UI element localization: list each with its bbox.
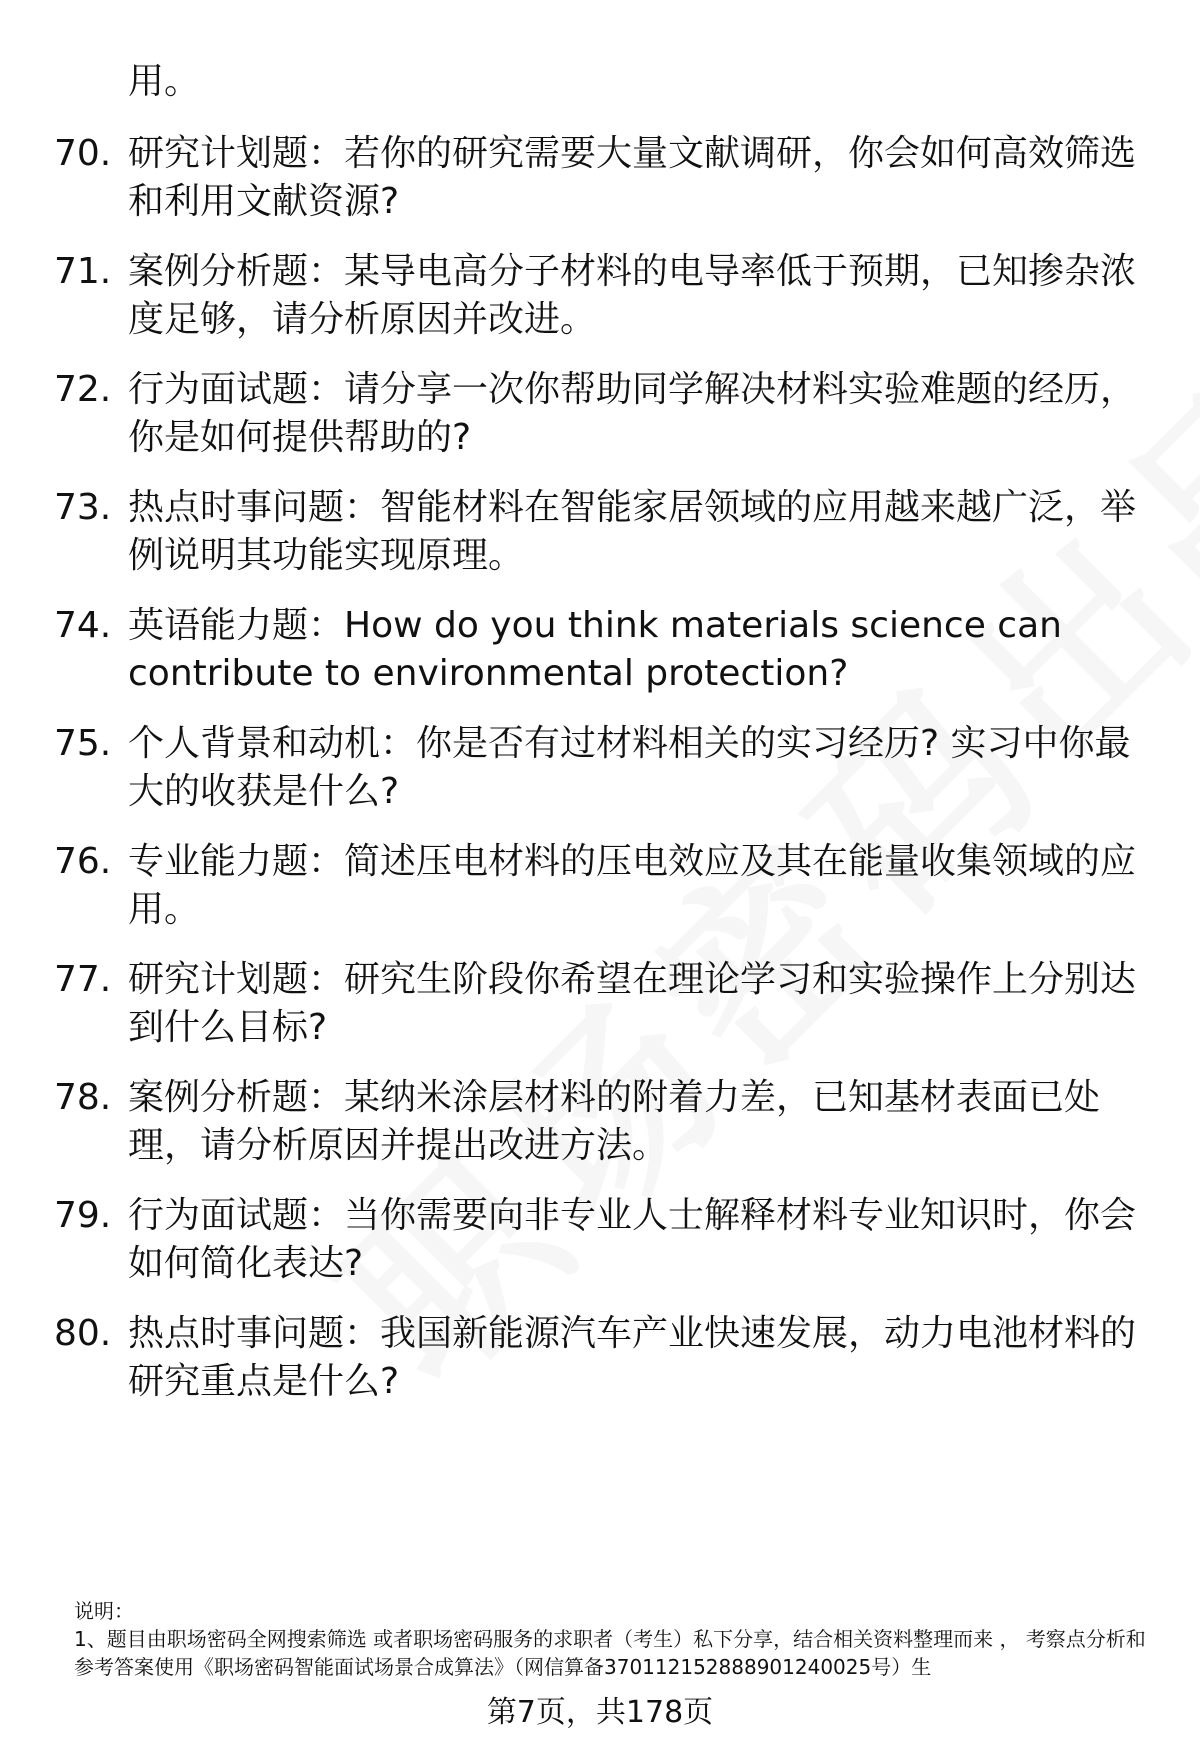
question-number: 72. [54,369,112,410]
question-text: 案例分析题：某导电高分子材料的电导率低于预期，已知掺杂浓度足够，请分析原因并改进。 [128,251,1137,340]
notes-section [74,1597,1154,1681]
question-text: 专业能力题：简述压电材料的压电效应及其在能量收集领域的应用。 [128,841,1137,930]
question-text: 案例分析题：某纳米涂层材料的附着力差，已知基材表面已处理，请分析原因并提出改进方法。 [128,1077,1101,1166]
question-text: 研究计划题：若你的研究需要大量文献调研，你会如何高效筛选和利用文献资源? [128,133,1137,222]
question-number: 75. [54,723,112,764]
question-number: 70. [54,133,112,174]
notes-heading: 说明： [74,1599,134,1623]
continuation-text: 用。 [128,61,201,102]
question-text: 行为面试题：请分享一次你帮助同学解决材料实验难题的经历，你是如何提供帮助的? [128,369,1137,458]
question-text: 热点时事问题：我国新能源汽车产业快速发展，动力电池材料的研究重点是什么? [128,1313,1137,1402]
question-text: 个人背景和动机：你是否有过材料相关的实习经历? 实习中你最大的收获是什么? [128,723,1131,812]
question-text: 英语能力题：How do you think materials science can contribute to environmental protection? [128,605,1062,694]
notes-line: 1、题目由职场密码全网搜索筛选 或者职场密码服务的求职者（考生）私下分享，结合相关资料整理而来 ， 考察点分析和参考答案使用《职场密码智能面试场景合成算法》（网信算备370112152888901240025号）生 [74,1627,1146,1679]
page-number: 第7页，共178页 [486,1695,714,1730]
question-number: 79. [54,1195,112,1236]
question-number: 74. [54,605,112,646]
question-number: 77. [54,959,112,1000]
question-text: 研究计划题：研究生阶段你希望在理论学习和实验操作上分别达到什么目标? [128,959,1137,1048]
question-text: 热点时事问题：智能材料在智能家居领域的应用越来越广泛，举例说明其功能实现原理。 [128,487,1137,576]
question-number: 76. [54,841,112,882]
question-number: 73. [54,487,112,528]
question-text: 行为面试题：当你需要向非专业人士解释材料专业知识时，你会如何简化表达? [128,1195,1137,1284]
question-number: 78. [54,1077,112,1118]
question-number: 80. [54,1313,112,1354]
question-number: 71. [54,251,112,292]
